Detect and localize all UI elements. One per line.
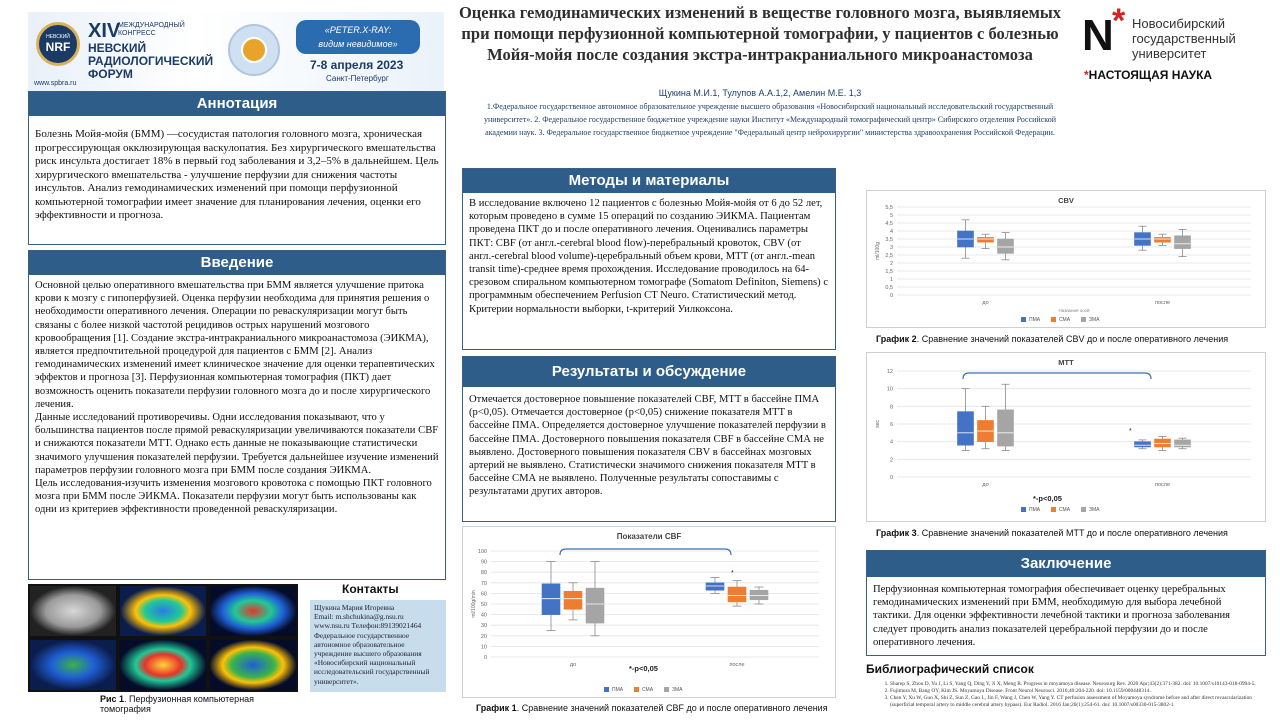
results-heading: Результаты и обсуждение xyxy=(463,357,835,387)
cbv-chart-caption: График 2. Сравнение значений показателей CBV до и после оперативного лечения xyxy=(876,334,1229,344)
event-badge xyxy=(228,24,280,76)
methods-section xyxy=(462,168,836,350)
bibliography-item: 2. Fujimura M, Bang OY, Kim JS. Moyamoya Disease. Front Neurol Neurosci. 2016;40:204-220. doi: 10.1159/000448314. xyxy=(890,688,1266,695)
significance-annotation: *-p<0,05 xyxy=(1033,494,1062,503)
perfusion-map-image xyxy=(210,640,296,690)
legend-label: ЗМА xyxy=(672,687,683,693)
y-tick-label: 3,5 xyxy=(885,237,893,243)
perfusion-ct-images xyxy=(28,584,298,692)
abstract-text: Болезнь Мойя-мойя (БММ) —сосудистая патология головного мозга, хроническая прогрессирующая окклюзирующая васкулопатия. Без хирургического вмешательства риск инсульта достигает 18% в первый год заболевания и 3,2–5% в дальнейшем. Цель хирургического вмешательства - улучшение перфузии для снижения частоты инсультов. Анализ гемодинамических изменений при помощи перфузионной компьютерной томографии имеет значение для планирования лечения, оценки его эффективности и прогноза. xyxy=(35,128,439,221)
authors: Щукина М.И.1, Тулупов А.А.1,2, Амелин М.Е. 1,3 xyxy=(658,88,862,98)
box-zma xyxy=(750,590,768,600)
y-tick-label: 70 xyxy=(480,580,487,587)
contact-email[interactable]: Email: m.shchukina@g.nsu.ru xyxy=(314,612,404,622)
box-sma xyxy=(1155,237,1171,242)
contact-phone[interactable]: www.nsu.ru Телефон:89139021464 xyxy=(314,621,422,631)
poster-title: Оценка гемодинамических изменений в веществе головного мозга, выявляемых при помощи перфузионной компьютерной томографии, у пациентов с болезнью Мойя-мойя после создания экстра-интракраниального микроанастомоза xyxy=(458,3,1062,64)
perfusion-map-image xyxy=(120,640,206,690)
x-tick-label: до xyxy=(569,662,577,668)
y-tick-label: 12 xyxy=(886,369,893,375)
contacts-heading: Контакты xyxy=(342,582,399,596)
legend-swatch xyxy=(1051,507,1056,512)
legend-label: ПМА xyxy=(1029,317,1041,323)
chart-title: CBV xyxy=(1058,196,1074,205)
intro-paragraph-1: Основной целью оперативного вмешательства при БММ является улучшение притока крови к мозгу с гипоперфузией. Оценка перфузии необходима для принятия решения о необходимости оперативного лечения. Операции по реваскуляризации могут быть связаны с более низкой частотой рецидивов острых нарушений мозгового кровообращения [1]. Создание экстра-интракраниального микроанастомоза (ЭИКМА), является предпочтительной процедурой для пациентов с БММ [2]. Анализ гемодинамических изменений имеет клиническое значение для оценки терапевтических эффектов и прогноза [3]. Перфузионная компьютерная томография (ПКТ) дает возможность оценить показатели перфузии головного мозга до и после хирургического лечения. xyxy=(35,280,435,410)
mtt-chart-svg xyxy=(867,353,1265,521)
y-axis-label: sec xyxy=(875,420,881,428)
box-zma xyxy=(998,410,1014,446)
box-pma xyxy=(542,584,560,615)
y-tick-label: 2 xyxy=(889,261,893,267)
cbf-chart-caption: График 1. Сравнение значений показателей CBF до и после оперативного лечения xyxy=(476,703,828,713)
slogan-bubble: «PETER.X-RAY: видим невидимое» xyxy=(296,20,420,54)
y-tick-label: 4 xyxy=(889,229,893,235)
nsu-motto: *НАСТОЯЩАЯ НАУКА xyxy=(1084,68,1213,82)
cbf-chart-svg xyxy=(463,527,835,697)
box-sma xyxy=(1155,439,1171,447)
forum-name: НЕВСКИЙ РАДИОЛОГИЧЕСКИЙ ФОРУМ xyxy=(88,41,214,81)
x-tick-label: до xyxy=(982,482,989,488)
y-tick-label: 100 xyxy=(477,549,487,555)
methods-heading-bar: Методы и материалы xyxy=(463,169,835,193)
box-zma xyxy=(586,588,604,623)
legend-label: ПМА xyxy=(1029,507,1041,513)
y-tick-label: 40 xyxy=(480,612,487,619)
significance-annotation: *-p<0,05 xyxy=(629,664,658,673)
affiliations: 1.Федеральное государственное автономное образовательное учреждение высшего образования «Новосибирский национальный исследовательский государственный университет». 2. Федеральное государственное бюджетное учреждение науки Институт «Международный томографический центр» Сибирского отделения Российской академии наук. 3. Федеральное государственное бюджетное учреждение "Федеральный центр нейрохирургии" министерства здравоохранения Российской Федерации. xyxy=(483,102,1057,137)
legend-swatch xyxy=(604,687,609,692)
significance-star: * xyxy=(731,570,734,577)
significance-bracket xyxy=(963,373,1151,379)
y-tick-label: 10 xyxy=(886,386,893,393)
legend-label: СМА xyxy=(1059,317,1071,323)
bibliography-list xyxy=(880,681,1266,709)
perfusion-map-image xyxy=(120,586,206,636)
legend-label: ПМА xyxy=(612,687,624,693)
bibliography-item: 1. Sharep S, Zhou D, Yu J, Li S, Yang Q, Ding Y, Ji X, Meng R. Progress in moyamoya disease. Neurosurg Rev. 2020 Apr;43(2):371-382. doi: 10.1007/s10143-018-0994-5. xyxy=(890,681,1266,688)
x-tick-label: после xyxy=(1154,300,1171,306)
chart-title: MTT xyxy=(1058,358,1074,367)
event-city: Санкт-Петербург xyxy=(326,74,389,83)
perfusion-map-image xyxy=(210,586,296,636)
box-sma xyxy=(978,237,994,242)
nsu-letter: N xyxy=(1082,11,1114,60)
abstract-heading: Аннотация xyxy=(29,92,445,116)
introduction-section xyxy=(28,250,446,580)
results-text: Отмечается достоверное повышение показателей CBF, MTT в бассейне ПМА (p<0,05). Отмечается достоверное (p<0,05) снижение показателя MTT в бассейне ПМА. Определяется достоверное улучшение показателей перфузии в бассейне ПМА. Достоверного повышения показателя CBF в бассейне СМА не выявлено. Достоверного повышения показателя CBV в бассейнах мозговых артерий не выявлено. Статистически значимого снижения показателя MTT в бассейне СМА не выявлено. Полученные результаты сопоставимы с результатами других авторов. xyxy=(469,394,826,498)
y-tick-label: 5 xyxy=(889,213,893,219)
perfusion-map-image xyxy=(30,640,116,690)
y-tick-label: 90 xyxy=(480,559,487,566)
y-tick-label: 0 xyxy=(889,475,893,481)
box-zma xyxy=(1175,440,1191,447)
abstract-section xyxy=(28,91,446,245)
y-tick-label: 8 xyxy=(889,404,893,411)
legend-label: ЗМА xyxy=(1089,317,1100,323)
legend-swatch xyxy=(634,687,639,692)
y-tick-label: 0 xyxy=(889,293,893,299)
box-pma xyxy=(958,412,974,446)
box-pma xyxy=(1135,442,1151,447)
contact-organization: Федеральное государственное автономное образовательное учреждение высшего образования «Новосибирский национальный исследовательский государственный университет». xyxy=(314,630,430,686)
congress-word2: КОНГРЕСС xyxy=(118,30,156,37)
y-tick-label: 1,5 xyxy=(885,269,893,275)
contacts-box xyxy=(310,600,446,692)
nsu-star: * xyxy=(1112,2,1126,40)
box-pma xyxy=(706,583,724,590)
conclusion-section xyxy=(866,550,1266,656)
y-tick-label: 4 xyxy=(889,439,893,446)
legend-label: СМА xyxy=(1059,507,1071,513)
y-tick-label: 20 xyxy=(480,633,487,640)
y-tick-label: 60 xyxy=(480,591,487,598)
conference-website[interactable]: www.spbra.ru xyxy=(34,80,77,87)
significance-bracket xyxy=(560,549,731,555)
ct-scan-image xyxy=(30,586,116,636)
cbv-chart xyxy=(866,190,1266,328)
intro-paragraph-2: Данные исследований противоречивы. Одни исследования показывают, что у большинства пациентов после прямой реваскуляризации увеличиваются показатели CBF и снижаются показатели MTT. Однако есть данные не показывающие статистически значимого улучшения показателей перфузии. Требуется дальнейшее изучение изменений параметров перфузии головного мозга при БММ после создания ЭИКМА. xyxy=(35,412,439,476)
congress-word1: МЕЖДУНАРОДНЫЙ xyxy=(118,22,185,29)
significance-star: * xyxy=(1129,428,1132,435)
x-axis-label: Названия осей xyxy=(1058,308,1090,313)
legend-swatch xyxy=(664,687,669,692)
y-tick-label: 50 xyxy=(480,602,487,608)
figure1-caption: Рис 1. Перфузионная компьютерная томография xyxy=(100,694,255,714)
x-tick-label: до xyxy=(982,300,989,306)
event-dates: 7-8 апреля 2023 xyxy=(310,58,404,72)
legend-swatch xyxy=(1051,317,1056,322)
contact-name: Щукина Мария Игоревна xyxy=(314,603,395,612)
introduction-text xyxy=(29,275,445,521)
legend-swatch xyxy=(1081,317,1086,322)
mtt-chart xyxy=(866,352,1266,522)
conclusion-text: Перфузионная компьютерная томография обеспечивает оценку церебральных гемодинамических изменений при БММ, необходимую для выбора лечебной тактики. Для оценки эффективности лечебной тактики и прогноза заболевания следует проводить анализ показателей церебральной перфузии до и после оперативного лечения. xyxy=(873,584,1231,648)
conclusion-heading: Заключение xyxy=(867,551,1265,577)
conference-banner xyxy=(28,12,444,94)
y-tick-label: 6 xyxy=(889,422,893,428)
y-tick-label: 10 xyxy=(480,644,487,651)
congress-number: XIV xyxy=(88,20,121,42)
box-sma xyxy=(728,587,746,602)
x-tick-label: после xyxy=(729,662,745,668)
y-tick-label: 1 xyxy=(889,277,893,283)
y-tick-label: 5,5 xyxy=(885,205,893,211)
y-tick-label: 30 xyxy=(480,623,487,630)
y-tick-label: 2 xyxy=(889,457,893,464)
nsu-name: Новосибирский государственный университет xyxy=(1132,16,1236,61)
mtt-chart-caption: График 3. Сравнение значений показателей MTT до и после оперативного лечения xyxy=(876,528,1228,538)
legend-swatch xyxy=(1021,507,1026,512)
y-tick-label: 3 xyxy=(889,245,893,251)
legend-label: ЗМА xyxy=(1089,507,1100,513)
bibliography-heading: Библиографический список xyxy=(866,662,1034,676)
nrf-logo: НЕВСКИЙ NRF xyxy=(36,22,80,66)
box-zma xyxy=(998,239,1014,253)
box-sma xyxy=(564,591,582,609)
cbf-chart xyxy=(462,526,836,698)
chart-title: Показатели CBF xyxy=(616,532,682,541)
y-tick-label: 80 xyxy=(480,570,487,577)
y-axis-label: ml/100g xyxy=(875,242,881,260)
y-tick-label: 2,5 xyxy=(885,253,893,259)
nsu-logo xyxy=(1076,2,1276,94)
y-tick-label: 4,5 xyxy=(885,221,893,227)
cbv-chart-svg xyxy=(867,191,1265,327)
legend-swatch xyxy=(1021,317,1026,322)
box-zma xyxy=(1175,236,1191,249)
legend-swatch xyxy=(1081,507,1086,512)
methods-text: В исследование включено 12 пациентов с болезнью Мойя-мойя от 6 до 52 лет, которым проведено в сумме 15 операций по созданию ЭИКМА. Пациентам проведена ПКТ до и после оперативного лечения. Оценивались параметры ПКТ: CBF (от англ.-cerebral blood flow)-перебральный кровоток, CBV (от англ.-cerebral blood volume)-церебральный объем крови, MTT (от англ.-mean transit time)-среднее время прохождения. Исследование проводилось на 64-срезовом спиральном компьютерном томографе (Somatom Definiton, Siemens) с программным обеспечением Perfusion CT Neuro. Статистический метод. Критерии нормальности выборки, t-критерий Уилкоксона. xyxy=(469,198,829,315)
y-tick-label: 0,5 xyxy=(885,285,893,291)
introduction-heading: Введение xyxy=(29,251,445,275)
intro-paragraph-3: Цель исследования-изучить изменения мозгового кровотока с помощью ПКТ головного мозга при БММ после ЭИКМА. Показатели перфузии могут быть использованы как одни из критериев эффективности проведенной реваскуляризации. xyxy=(35,478,432,516)
x-tick-label: после xyxy=(1154,482,1171,488)
bibliography-item: 3. Chen Y, Xu W, Guo X, Shi Z, Sun Z, Gao L, Jin F, Wang J, Chen W, Yang Y. CT perfusion assessment of Moyamoya syndrome before and after direct revascularization (superficial temporal artery to middle cerebral artery bypass). Eur Radiol. 2016 Jan;26(1):254-61. doi: 10.1007/s00330-015-3802-1. xyxy=(890,695,1266,709)
results-section xyxy=(462,356,836,522)
legend-label: СМА xyxy=(642,687,654,693)
y-tick-label: 0 xyxy=(483,655,487,661)
y-axis-label: ml/100g/min xyxy=(471,590,477,618)
